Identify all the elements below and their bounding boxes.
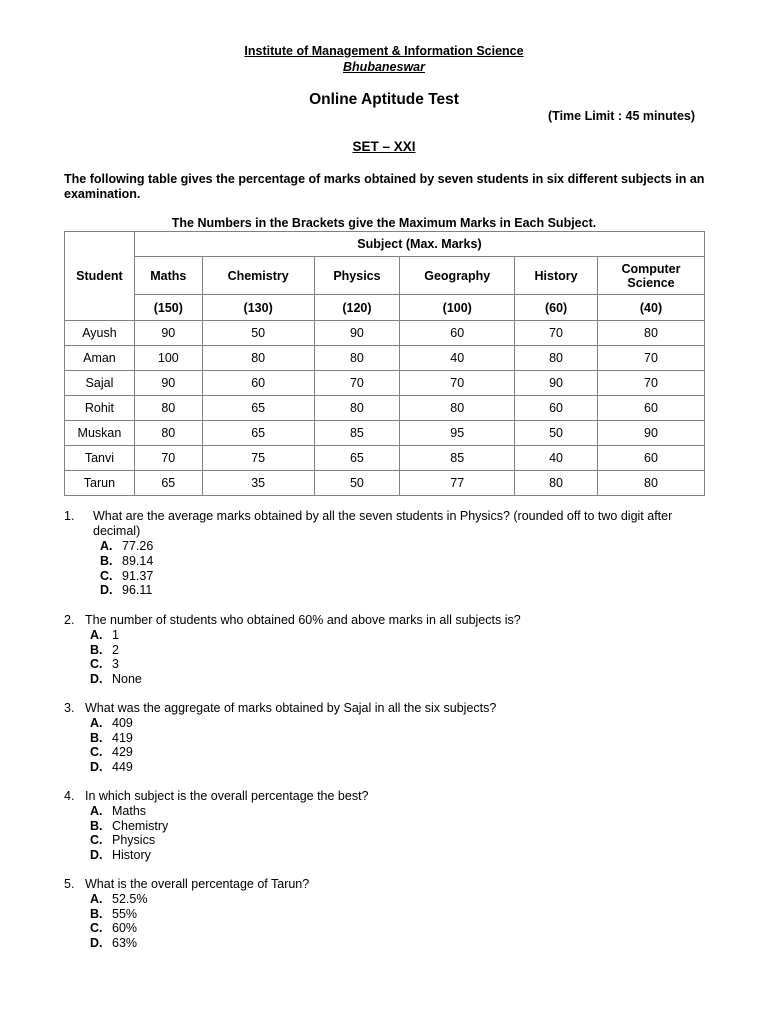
question-2 xyxy=(64,613,521,687)
time-limit: (Time Limit : 45 minutes) xyxy=(548,109,696,123)
intro-text: The following table gives the percentage of marks obtained by seven students in six different subjects in an examination. xyxy=(64,172,705,201)
set-label: SET – XXI xyxy=(352,139,416,154)
table-cell: 95 xyxy=(400,421,515,446)
answer-option: B. 419 xyxy=(90,730,133,745)
student-name: Aman xyxy=(65,346,135,371)
table-cell: 90 xyxy=(314,321,400,346)
table-cell: 70 xyxy=(597,346,704,371)
question-4 xyxy=(64,789,369,863)
table-cell: 85 xyxy=(314,421,400,446)
question-3 xyxy=(64,701,496,775)
table-cell: 80 xyxy=(515,346,598,371)
table-cell: 80 xyxy=(314,396,400,421)
answer-option: B. 55% xyxy=(90,906,138,921)
answer-option: A. 409 xyxy=(90,715,133,730)
table-cell: 80 xyxy=(597,471,704,496)
table-cell: 70 xyxy=(400,371,515,396)
answer-option: D. 449 xyxy=(90,760,133,775)
table-cell: 90 xyxy=(597,421,704,446)
table-cell: 65 xyxy=(314,446,400,471)
max-marks: (40) xyxy=(597,295,704,321)
max-marks: (150) xyxy=(134,295,202,321)
subject-header: Maths xyxy=(134,257,202,295)
answer-option: C. 91.37 xyxy=(100,568,154,583)
table-cell: 80 xyxy=(400,396,515,421)
table-cell: 60 xyxy=(597,446,704,471)
table-cell: 40 xyxy=(515,446,598,471)
table-cell: 80 xyxy=(134,421,202,446)
answer-option: D. None xyxy=(90,672,142,687)
table-cell: 80 xyxy=(134,396,202,421)
table-cell: 65 xyxy=(202,421,314,446)
table-row xyxy=(65,421,705,446)
answer-option: A. 52.5% xyxy=(90,891,148,906)
answer-option: B. 2 xyxy=(90,642,119,657)
table-cell: 100 xyxy=(134,346,202,371)
question-5 xyxy=(64,877,309,951)
table-cell: 70 xyxy=(597,371,704,396)
student-name: Muskan xyxy=(65,421,135,446)
answer-option: C. 60% xyxy=(90,921,138,936)
student-name: Rohit xyxy=(65,396,135,421)
table-cell: 75 xyxy=(202,446,314,471)
student-name: Tanvi xyxy=(65,446,135,471)
answer-option: B. 89.14 xyxy=(100,553,154,568)
answer-option: B. Chemistry xyxy=(90,818,169,833)
question-number: 1. xyxy=(64,509,75,523)
table-cell: 60 xyxy=(202,371,314,396)
student-name: Tarun xyxy=(65,471,135,496)
max-marks: (100) xyxy=(400,295,515,321)
city-name: Bhubaneswar xyxy=(343,60,425,74)
subject-header: Geography xyxy=(400,257,515,295)
table-row xyxy=(65,321,705,346)
answer-option: D. 96.11 xyxy=(100,583,153,598)
subject-header: History xyxy=(515,257,598,295)
subject-header: Chemistry xyxy=(202,257,314,295)
table-row xyxy=(65,371,705,396)
question-number: 2. xyxy=(64,613,75,627)
table-note: The Numbers in the Brackets give the Maximum Marks in Each Subject. xyxy=(171,216,597,230)
table-cell: 80 xyxy=(597,321,704,346)
question-text: In which subject is the overall percentage the best? xyxy=(85,789,369,803)
page-title: Online Aptitude Test xyxy=(309,91,459,108)
answer-option: C. Physics xyxy=(90,833,156,848)
answer-option: D. 63% xyxy=(90,936,138,951)
table-cell: 70 xyxy=(515,321,598,346)
subject-header: Physics xyxy=(314,257,400,295)
question-text: What is the overall percentage of Tarun? xyxy=(85,877,310,891)
question-text: What are the average marks obtained by all the seven students in Physics? (rounded off to two digit after decimal) xyxy=(93,509,673,538)
table-cell: 60 xyxy=(400,321,515,346)
student-name: Sajal xyxy=(65,371,135,396)
max-marks: (120) xyxy=(314,295,400,321)
question-number: 4. xyxy=(64,789,75,803)
answer-option: C. 3 xyxy=(90,657,119,672)
max-marks: (130) xyxy=(202,295,314,321)
question-text: The number of students who obtained 60% and above marks in all subjects is? xyxy=(85,613,521,627)
table-cell: 90 xyxy=(134,321,202,346)
table-cell: 60 xyxy=(515,396,598,421)
question-text: What was the aggregate of marks obtained by Sajal in all the six subjects? xyxy=(85,701,497,715)
table-cell: 50 xyxy=(314,471,400,496)
table-cell: 80 xyxy=(515,471,598,496)
table-cell: 60 xyxy=(597,396,704,421)
institute-name: Institute of Management & Information Science xyxy=(244,44,524,58)
table-row xyxy=(65,471,705,496)
table-cell: 90 xyxy=(515,371,598,396)
table-row xyxy=(65,446,705,471)
answer-option: A. 1 xyxy=(90,627,119,642)
max-marks: (60) xyxy=(515,295,598,321)
table-cell: 50 xyxy=(515,421,598,446)
table-row xyxy=(65,396,705,421)
question-number: 5. xyxy=(64,877,75,891)
table-cell: 85 xyxy=(400,446,515,471)
marks-table xyxy=(64,231,705,496)
table-cell: 90 xyxy=(134,371,202,396)
question-number: 3. xyxy=(64,701,75,715)
student-header: Student xyxy=(65,232,135,321)
table-row xyxy=(65,346,705,371)
student-name: Ayush xyxy=(65,321,135,346)
table-cell: 80 xyxy=(202,346,314,371)
table-cell: 80 xyxy=(314,346,400,371)
subject-group-header: Subject (Max. Marks) xyxy=(134,232,704,257)
subject-header: Computer Science xyxy=(597,257,704,295)
table-cell: 70 xyxy=(314,371,400,396)
answer-option: C. 429 xyxy=(90,745,133,760)
answer-option: A. Maths xyxy=(90,803,147,818)
question-1 xyxy=(64,509,714,598)
table-cell: 65 xyxy=(134,471,202,496)
table-cell: 65 xyxy=(202,396,314,421)
table-cell: 77 xyxy=(400,471,515,496)
answer-option: D. History xyxy=(90,848,151,863)
table-cell: 50 xyxy=(202,321,314,346)
table-cell: 70 xyxy=(134,446,202,471)
table-cell: 35 xyxy=(202,471,314,496)
table-cell: 40 xyxy=(400,346,515,371)
answer-option: A. 77.26 xyxy=(100,539,154,553)
